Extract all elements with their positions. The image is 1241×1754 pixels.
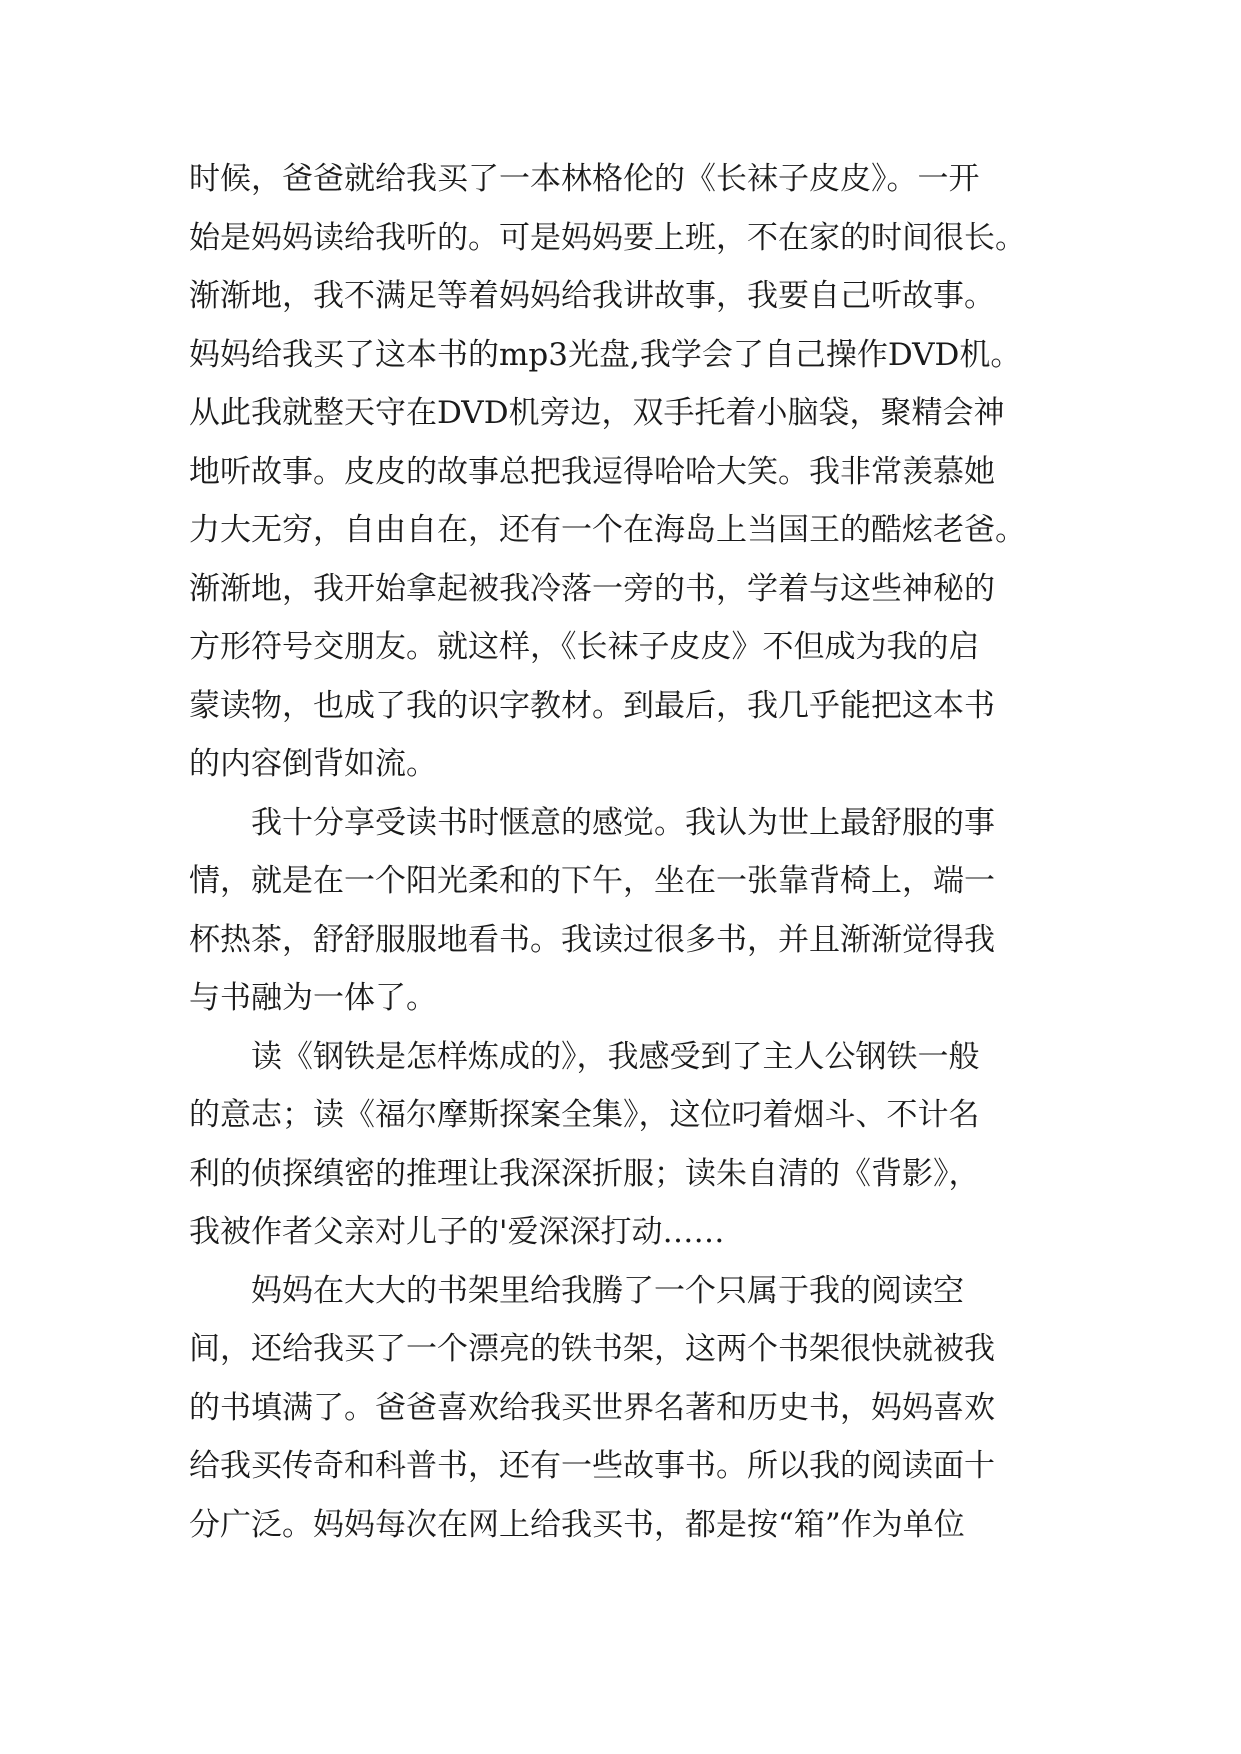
paragraph-start-line: 读《钢铁是怎样炼成的》，我感受到了主人公钢铁一般 [189, 1038, 980, 1075]
text-line: 渐渐地，我不满足等着妈妈给我讲故事，我要自己听故事。 [189, 278, 995, 314]
text-line: 地听故事。皮皮的故事总把我逗得哈哈大笑。我非常羡慕她 [189, 453, 995, 490]
text-line: 的意志；读《福尔摩斯探案全集》，这位叼着烟斗、不计名 [189, 1097, 980, 1133]
text-line: 情，就是在一个阳光柔和的下午，坐在一张靠背椅上，端一 [189, 863, 995, 899]
paragraph-start-line: 我十分享受读书时惬意的感觉。我认为世上最舒服的事 [189, 804, 995, 841]
text-line: 妈妈给我买了这本书的mp3光盘,我学会了自己操作DVD机。 [189, 336, 1022, 373]
paragraph-start-line: 妈妈在大大的书架里给我腾了一个只属于我的阅读空 [189, 1272, 964, 1309]
text-line: 方形符号交朋友。就这样，《长袜子皮皮》不但成为我的启 [189, 629, 980, 665]
text-line: 给我买传奇和科普书，还有一些故事书。所以我的阅读面十 [189, 1448, 995, 1484]
text-line: 力大无穷，自由自在，还有一个在海岛上当国王的酷炫老爸。 [189, 512, 1026, 548]
text-line: 与书融为一体了。 [189, 980, 437, 1016]
body-text [189, 150, 1049, 1554]
text-line: 时候，爸爸就给我买了一本林格伦的《长袜子皮皮》。一开 [189, 161, 980, 197]
text-line: 的内容倒背如流。 [189, 746, 437, 782]
text-line: 间，还给我买了一个漂亮的铁书架，这两个书架很快就被我 [189, 1331, 995, 1367]
text-line: 我被作者父亲对儿子的'爱深深打动…… [189, 1214, 725, 1250]
text-line: 从此我就整天守在DVD机旁边，双手托着小脑袋，聚精会神 [189, 395, 1005, 431]
text-line: 杯热茶，舒舒服服地看书。我读过很多书，并且渐渐觉得我 [189, 921, 995, 958]
text-line: 的书填满了。爸爸喜欢给我买世界名著和历史书，妈妈喜欢 [189, 1389, 995, 1426]
text-line: 蒙读物，也成了我的识字教材。到最后，我几乎能把这本书 [189, 687, 995, 724]
text-line: 渐渐地，我开始拿起被我冷落一旁的书，学着与这些神秘的 [189, 570, 995, 607]
text-line: 利的侦探缜密的推理让我深深折服；读朱自清的《背影》， [189, 1155, 980, 1192]
text-line: 始是妈妈读给我听的。可是妈妈要上班，不在家的时间很长。 [189, 219, 1026, 256]
text-line: 分广泛。妈妈每次在网上给我买书，都是按“箱”作为单位 [189, 1506, 965, 1543]
